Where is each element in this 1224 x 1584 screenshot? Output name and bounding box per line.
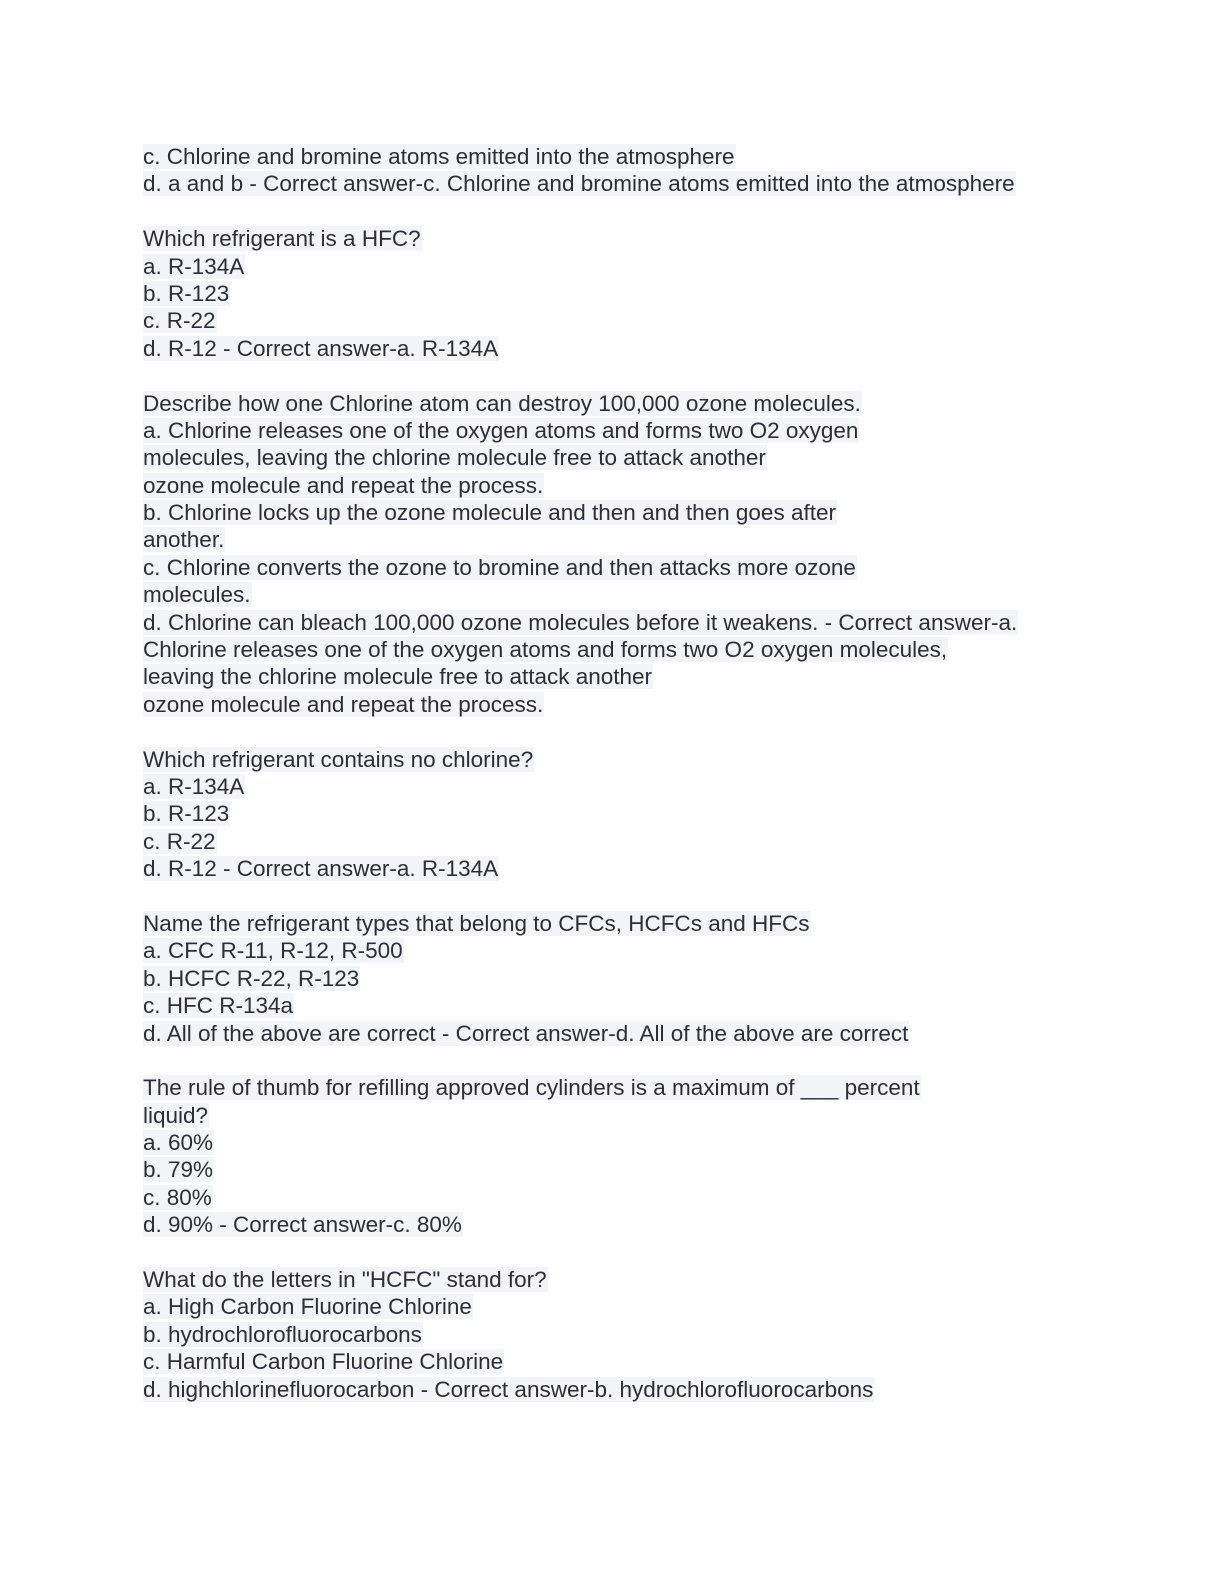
answer-option-a: a. 60% — [143, 1130, 214, 1156]
paragraph-gap — [143, 1047, 1103, 1074]
question-text: What do the letters in "HCFC" stand for? — [143, 1267, 547, 1293]
answer-option-d: d. R-12 - Correct answer-a. R-134A — [143, 335, 499, 361]
question-text: Describe how one Chlorine atom can destroy 100,000 ozone molecules. — [143, 390, 861, 416]
question-text: Which refrigerant is a HFC? — [143, 226, 421, 252]
question-text: The rule of thumb for refilling approved cylinders is a maximum of ___ percent — [143, 1075, 920, 1101]
paragraph-gap — [143, 1239, 1103, 1266]
question-text: Name the refrigerant types that belong to CFCs, HCFCs and HFCs — [143, 910, 810, 936]
paragraph-gap — [143, 718, 1103, 745]
correct-answer-continued: leaving the chlorine molecule free to attack another — [143, 664, 653, 690]
answer-option-b: b. hydrochlorofluorocarbons — [143, 1321, 422, 1347]
answer-option-d: d. Chlorine can bleach 100,000 ozone molecules before it weakens. - Correct answer-a. — [143, 609, 1018, 635]
paragraph-gap — [143, 362, 1103, 389]
answer-option-d: d. All of the above are correct - Correct answer-d. All of the above are correct — [143, 1020, 909, 1046]
correct-answer-continued: Chlorine releases one of the oxygen atoms and forms two O2 oxygen molecules, — [143, 637, 948, 663]
answer-option-d: d. a and b - Correct answer-c. Chlorine and bromine atoms emitted into the atmosphere — [143, 171, 1015, 197]
answer-option-c: c. Chlorine and bromine atoms emitted into the atmosphere — [143, 144, 735, 169]
answer-option-c: c. Harmful Carbon Fluorine Chlorine — [143, 1349, 504, 1375]
answer-option-a: a. R-134A — [143, 253, 245, 279]
correct-answer-continued: ozone molecule and repeat the process. — [143, 691, 544, 717]
answer-option-c: c. HFC R-134a — [143, 993, 294, 1019]
answer-option-a: a. High Carbon Fluorine Chlorine — [143, 1294, 472, 1320]
answer-option-b: b. R-123 — [143, 280, 230, 306]
answer-option-a-continued: ozone molecule and repeat the process. — [143, 472, 544, 498]
answer-option-d: d. R-12 - Correct answer-a. R-134A — [143, 856, 499, 882]
answer-option-b: b. HCFC R-22, R-123 — [143, 965, 360, 991]
paragraph-gap — [143, 883, 1103, 910]
answer-option-d: d. 90% - Correct answer-c. 80% — [143, 1212, 462, 1238]
paragraph-gap — [143, 198, 1103, 225]
answer-option-b: b. 79% — [143, 1157, 214, 1183]
answer-option-d: d. highchlorinefluorocarbon - Correct answer-b. hydrochlorofluorocarbons — [143, 1376, 874, 1402]
answer-option-a: a. CFC R-11, R-12, R-500 — [143, 938, 403, 964]
answer-option-c: c. Chlorine converts the ozone to bromine and then attacks more ozone — [143, 554, 856, 580]
answer-option-a: a. R-134A — [143, 773, 245, 799]
answer-option-c: c. R-22 — [143, 308, 216, 334]
answer-option-c: c. 80% — [143, 1184, 212, 1210]
answer-option-b: b. Chlorine locks up the ozone molecule and then and then goes after — [143, 500, 836, 526]
question-text-continued: liquid? — [143, 1102, 209, 1128]
answer-option-a-continued: molecules, leaving the chlorine molecule free to attack another — [143, 445, 766, 471]
document-body — [143, 143, 1103, 1403]
answer-option-b-continued: another. — [143, 527, 225, 553]
question-text: Which refrigerant contains no chlorine? — [143, 746, 534, 772]
answer-option-c-continued: molecules. — [143, 582, 251, 608]
answer-option-a: a. Chlorine releases one of the oxygen atoms and forms two O2 oxygen — [143, 417, 859, 443]
answer-option-c: c. R-22 — [143, 828, 216, 854]
answer-option-b: b. R-123 — [143, 801, 230, 827]
